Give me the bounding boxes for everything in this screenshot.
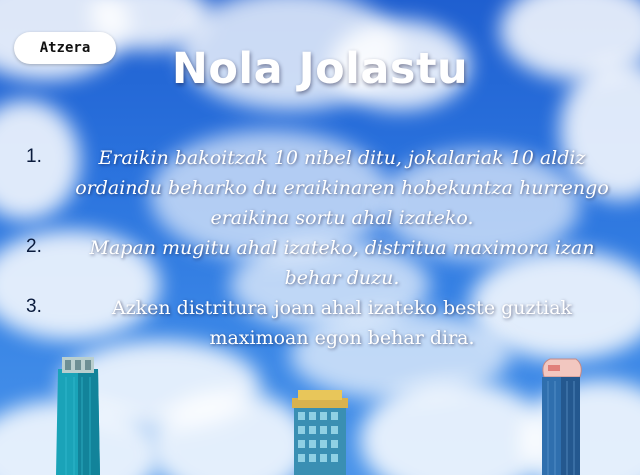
instructions-list [22, 143, 622, 353]
step-number: 3. [26, 296, 42, 317]
skyscraper-center-icon [288, 390, 352, 475]
instruction-item [22, 293, 622, 353]
step-number: 1. [26, 146, 42, 167]
step-text: Mapan mugitu ahal izateko, distritua maximora izan behar duzu. [89, 237, 595, 289]
skyscraper-left-icon [52, 355, 104, 475]
skyscraper-right-icon [536, 355, 586, 475]
page-title: Nola Jolastu [171, 44, 469, 94]
instruction-item [22, 143, 622, 233]
instruction-item [22, 233, 622, 293]
step-text: Azken distritura joan ahal izateko beste guztiak maximoan egon behar dira. [111, 297, 573, 349]
step-text: Eraikin bakoitzak 10 nibel ditu, jokalariak 10 aldiz ordaindu beharko du eraikinaren hobekuntza hurrengo eraikina sortu ahal izateko. [75, 147, 609, 229]
back-button[interactable]: Atzera [14, 32, 116, 64]
step-number: 2. [26, 236, 42, 257]
